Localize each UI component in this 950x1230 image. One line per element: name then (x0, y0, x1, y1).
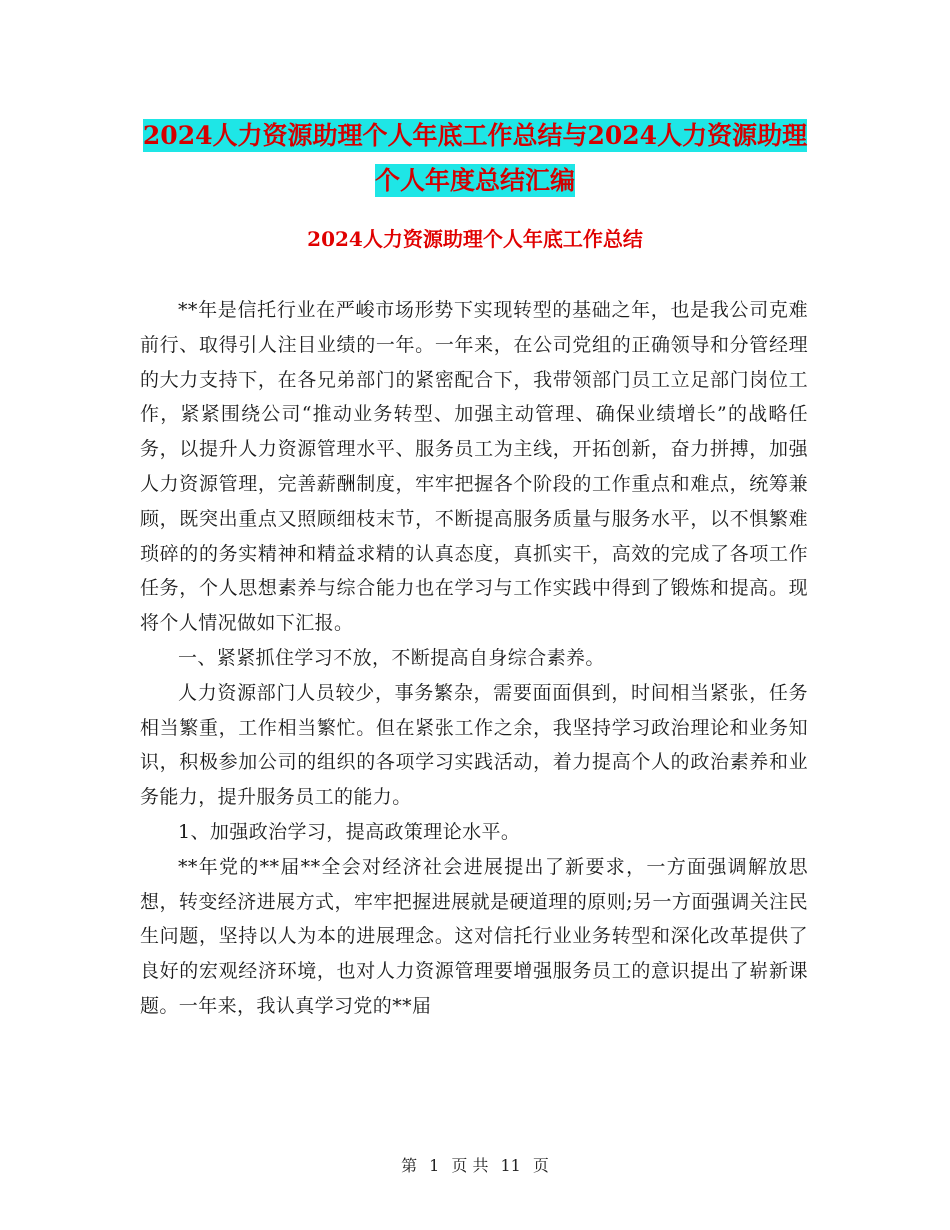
body-text (140, 293, 808, 1024)
paragraph: 1、加强政治学习，提高政策理论水平。 (178, 820, 521, 843)
paragraph: 一、紧紧抓住学习不放，不断提高自身综合素养。 (178, 646, 605, 669)
page-footer (0, 1153, 950, 1176)
footer-prefix: 第 (401, 1156, 418, 1175)
footer-total-pages: 11 (500, 1156, 521, 1175)
footer-page-number: 1 (429, 1156, 440, 1175)
footer-middle: 页 共 (451, 1156, 489, 1175)
section-title: 2024人力资源助理个人年底工作总结 (307, 227, 643, 251)
main-title-text: 2024人力资源助理个人年底工作总结与2024人力资源助理个人年度总结汇编 (142, 121, 808, 195)
main-title (140, 113, 810, 203)
paragraph: **年党的**届**全会对经济社会进展提出了新要求，一方面强调解放思想，转变经济进展方式，牢牢把握进展就是硬道理的原则;另一方面强调关注民生问题，坚持以人为本的进展理念。这对信托行业业务转型和深化改革提供了良好的宏观经济环境，也对人力资源管理要增强服务员工的意识提出了崭新课题。一年来，我认真学习党的**届 (140, 855, 808, 1017)
paragraph: 人力资源部门人员较少，事务繁杂，需要面面俱到，时间相当紧张，任务相当繁重，工作相当繁忙。但在紧张工作之余，我坚持学习政治理论和业务知识，积极参加公司的组织的各项学习实践活动，着力提高个人的政治素养和业务能力，提升服务员工的能力。 (140, 681, 808, 809)
paragraph: **年是信托行业在严峻市场形势下实现转型的基础之年，也是我公司克难前行、取得引人注目业绩的一年。一年来，在公司党组的正确领导和分管经理的大力支持下，在各兄弟部门的紧密配合下，我带领部门员工立足部门岗位工作，紧紧围绕公司“推动业务转型、加强主动管理、确保业绩增长”的战略任务，以提升人力资源管理水平、服务员工为主线，开拓创新，奋力拼搏，加强人力资源管理，完善薪酬制度，牢牢把握各个阶段的工作重点和难点，统筹兼顾，既突出重点又照顾细枝末节，不断提高服务质量与服务水平，以不惧繁难琐碎的的务实精神和精益求精的认真态度，真抓实干，高效的完成了各项工作任务，个人思想素养与综合能力也在学习与工作实践中得到了锻炼和提高。现将个人情况做如下汇报。 (140, 299, 808, 635)
footer-suffix: 页 (532, 1156, 549, 1175)
